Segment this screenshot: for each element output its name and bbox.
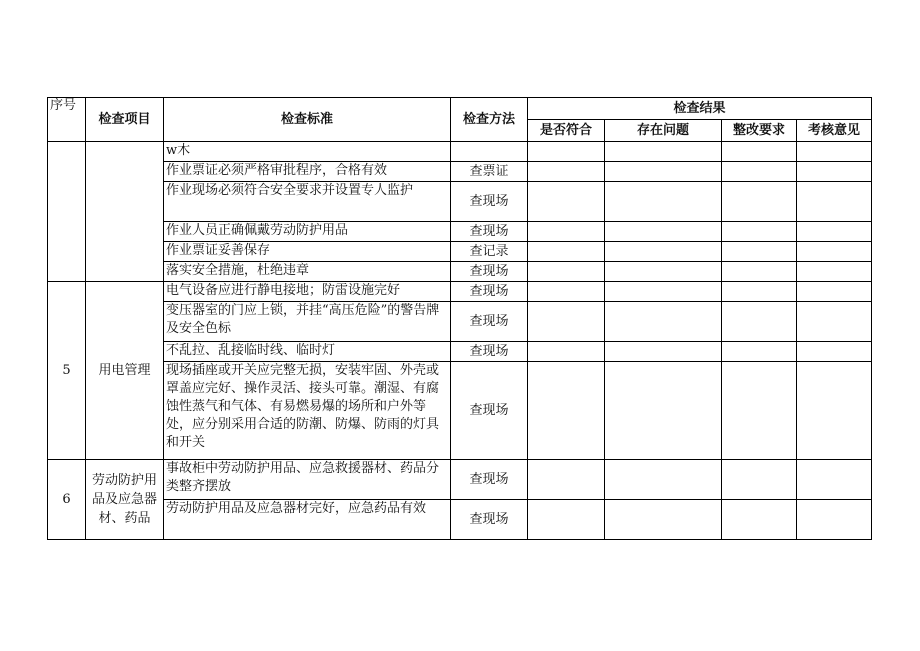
result-cell: [528, 342, 605, 362]
table-row: [48, 342, 872, 362]
result-cell: [605, 362, 722, 460]
item-cell: 劳动防护用品及应急器材、药品: [86, 460, 164, 540]
header-standard: 检查标准: [164, 98, 451, 142]
standard-cell: 电气设备应进行静电接地；防雷设施完好: [164, 282, 451, 302]
table-row: [48, 162, 872, 182]
result-cell: [797, 342, 872, 362]
standard-cell: 劳动防护用品及应急器材完好，应急药品有效: [164, 500, 451, 540]
table-row: [48, 262, 872, 282]
result-cell: [528, 460, 605, 500]
table-row: [48, 222, 872, 242]
method-cell: 查现场: [451, 302, 528, 342]
result-cell: [797, 182, 872, 222]
result-cell: [605, 302, 722, 342]
result-cell: [528, 282, 605, 302]
result-cell: [797, 242, 872, 262]
table-row: [48, 500, 872, 540]
table-row: [48, 362, 872, 460]
header-rectify: 整改要求: [722, 120, 797, 142]
method-cell: 查现场: [451, 182, 528, 222]
table-row: [48, 182, 872, 222]
result-cell: [797, 460, 872, 500]
standard-cell: 不乱拉、乱接临时线、临时灯: [164, 342, 451, 362]
seq-cell: 5: [48, 282, 86, 460]
method-cell: 查票证: [451, 162, 528, 182]
result-cell: [722, 182, 797, 222]
result-cell: [528, 500, 605, 540]
result-cell: [528, 222, 605, 242]
standard-cell: 作业票证妥善保存: [164, 242, 451, 262]
result-cell: [528, 142, 605, 162]
method-cell: 查现场: [451, 500, 528, 540]
method-cell: 查现场: [451, 362, 528, 460]
method-cell: 查现场: [451, 460, 528, 500]
header-item: 检查项目: [86, 98, 164, 142]
method-cell: 查现场: [451, 222, 528, 242]
result-cell: [722, 500, 797, 540]
result-cell: [722, 242, 797, 262]
result-cell: [605, 162, 722, 182]
table-row: [48, 302, 872, 342]
header-seq: 序号: [48, 98, 86, 142]
result-cell: [797, 302, 872, 342]
result-cell: [797, 162, 872, 182]
result-cell: [528, 262, 605, 282]
item-cell: 用电管理: [86, 282, 164, 460]
header-result: 检查结果: [528, 98, 872, 120]
seq-cell: 6: [48, 460, 86, 540]
result-cell: [722, 262, 797, 282]
inspection-table: [47, 97, 872, 540]
method-cell: 查现场: [451, 342, 528, 362]
header-issues: 存在问题: [605, 120, 722, 142]
result-cell: [605, 282, 722, 302]
header-opinion: 考核意见: [797, 120, 872, 142]
result-cell: [722, 282, 797, 302]
result-cell: [528, 302, 605, 342]
method-cell: 查记录: [451, 242, 528, 262]
standard-cell: w木: [164, 142, 451, 162]
result-cell: [528, 362, 605, 460]
result-cell: [722, 222, 797, 242]
result-cell: [797, 142, 872, 162]
standard-cell: 作业票证必须严格审批程序，合格有效: [164, 162, 451, 182]
result-cell: [722, 142, 797, 162]
result-cell: [528, 162, 605, 182]
result-cell: [605, 142, 722, 162]
result-cell: [605, 342, 722, 362]
result-cell: [605, 460, 722, 500]
standard-cell: 变压器室的门应上锁，并挂“高压危险”的警告牌及安全色标: [164, 302, 451, 342]
standard-cell: 作业现场必须符合安全要求并设置专人监护: [164, 182, 451, 222]
method-cell: 查现场: [451, 282, 528, 302]
result-cell: [605, 262, 722, 282]
result-cell: [722, 162, 797, 182]
result-cell: [605, 242, 722, 262]
seq-cell: [48, 142, 86, 282]
table-row: [48, 282, 872, 302]
method-cell: [451, 142, 528, 162]
result-cell: [605, 222, 722, 242]
standard-cell: 现场插座或开关应完整无损，安装牢固、外壳或罩盖应完好、操作灵活、接头可靠。潮湿、有腐蚀性蒸气和气体、有易燃易爆的场所和户外等处，应分别采用合适的防潮、防爆、防雨的灯具和开关: [164, 362, 451, 460]
result-cell: [722, 460, 797, 500]
standard-cell: 落实安全措施，杜绝违章: [164, 262, 451, 282]
header-compliant: 是否符合: [528, 120, 605, 142]
result-cell: [797, 500, 872, 540]
result-cell: [797, 362, 872, 460]
header-method: 检查方法: [451, 98, 528, 142]
result-cell: [797, 282, 872, 302]
result-cell: [722, 342, 797, 362]
table-row: [48, 242, 872, 262]
result-cell: [722, 302, 797, 342]
standard-cell: 作业人员正确佩戴劳动防护用品: [164, 222, 451, 242]
result-cell: [722, 362, 797, 460]
method-cell: 查现场: [451, 262, 528, 282]
result-cell: [528, 182, 605, 222]
result-cell: [797, 262, 872, 282]
table-row: [48, 142, 872, 162]
table-row: [48, 460, 872, 500]
standard-cell: 事故柜中劳动防护用品、应急救援器材、药品分类整齐摆放: [164, 460, 451, 500]
result-cell: [605, 182, 722, 222]
result-cell: [528, 242, 605, 262]
result-cell: [797, 222, 872, 242]
item-cell: [86, 142, 164, 282]
result-cell: [605, 500, 722, 540]
